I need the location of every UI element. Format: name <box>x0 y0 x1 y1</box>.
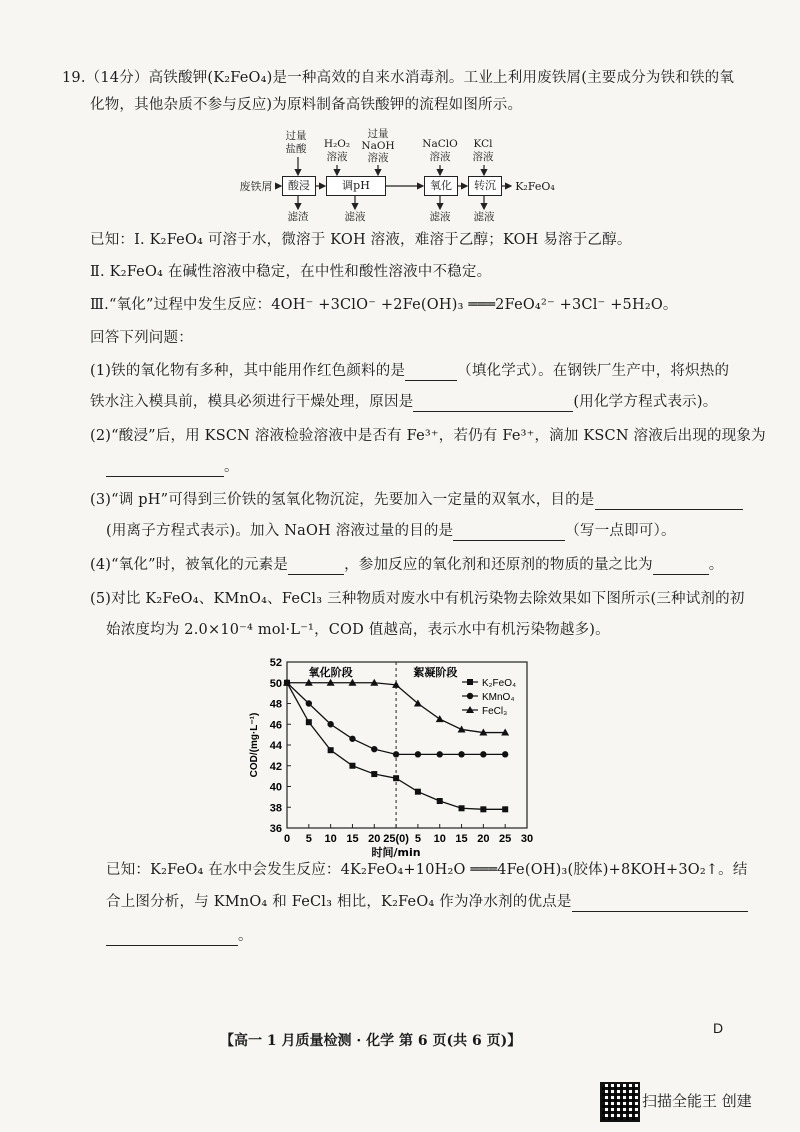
q5-line4 <box>106 892 748 912</box>
q1-text-a: (1)铁的氧化物有多种，其中能用作红色颜料的是 <box>90 363 406 379</box>
y-tick-label: 46 <box>269 719 282 732</box>
y-tick-label: 38 <box>269 802 282 815</box>
legend-label: KMnO₄ <box>482 692 515 703</box>
phase-label-flocculation: 絮凝阶段 <box>413 666 458 679</box>
data-point-square <box>371 771 377 777</box>
data-point-square <box>393 775 399 781</box>
q1-text-c: 铁水注入模具前，模具必须进行干燥处理，原因是 <box>90 394 414 410</box>
x-tick-label: 10 <box>433 833 446 845</box>
question-header-line1: 19.（14分）高铁酸钾(K₂FeO₄)是一种高效的自来水消毒剂。工业上利用废铁屑(主要成分为铁和铁的氧 <box>62 70 735 86</box>
data-point-circle <box>327 721 333 727</box>
x-axis-title: 时间/min <box>371 846 421 859</box>
legend-marker <box>466 706 474 713</box>
q4-text-c: 。 <box>708 557 724 573</box>
data-point-square <box>349 763 355 769</box>
question-header-line2: 化物，其他杂质不参与反应)为原料制备高铁酸钾的流程如图所示。 <box>90 97 523 113</box>
q1-blank-equation[interactable] <box>413 396 573 412</box>
y-axis-title: COD/(mg·L⁻¹) <box>249 712 260 778</box>
q4-text-a: (4)“氧化”时，被氧化的元素是 <box>90 557 289 573</box>
y-tick-label: 36 <box>269 823 282 835</box>
flow-input-acid-2: 盐酸 <box>285 143 307 155</box>
q1-text-b: （填化学式）。在钢铁厂生产中，将炽热的 <box>457 363 730 379</box>
q3-text-c: （写一点即可）。 <box>565 523 676 539</box>
data-point-circle <box>437 751 443 757</box>
data-point-circle <box>371 746 377 752</box>
data-point-square <box>502 806 508 812</box>
flow-product: K₂FeO₄ <box>515 180 555 193</box>
data-point-triangle <box>501 729 509 736</box>
data-point-square <box>284 680 290 686</box>
data-point-triangle <box>305 679 313 686</box>
data-point-circle <box>458 751 464 757</box>
data-point-triangle <box>414 700 422 707</box>
data-point-square <box>306 719 312 725</box>
q1-blank-pigment[interactable] <box>405 365 457 381</box>
x-tick-label: 15 <box>455 833 468 845</box>
x-tick-label: 20 <box>477 833 490 845</box>
q5-line1: (5)对比 K₂FeO₄、KMnO₄、FeCl₃ 三种物质对废水中有机污染物去除效果如下图所示(三种试剂的初 <box>90 591 745 607</box>
flow-step-acid-leach: 酸浸 <box>282 176 316 196</box>
data-point-triangle <box>370 679 378 686</box>
q1-line1 <box>90 361 729 381</box>
q4-blank-element[interactable] <box>288 559 344 575</box>
series-line-circle <box>287 683 508 755</box>
flow-output-2: 滤液 <box>344 211 366 223</box>
flow-input-h2o2-2: 溶液 <box>326 151 348 163</box>
x-tick-label: 20 <box>368 833 381 845</box>
x-tick-label: 30 <box>520 833 534 845</box>
q4-text-b: ，参加反应的氧化剂和还原剂的物质的量之比为 <box>344 557 653 573</box>
legend-marker <box>467 679 473 685</box>
scanner-watermark: 扫描全能王 创建 <box>642 1092 752 1110</box>
q3-blank-purpose[interactable] <box>595 494 743 510</box>
q2-line1: (2)“酸浸”后，用 KSCN 溶液检验溶液中是否有 Fe³⁺，若仍有 Fe³⁺，滴加 KSCN 溶液后出现的现象为 <box>90 428 766 444</box>
q1-text-d: (用化学方程式表示)。 <box>573 394 718 410</box>
flow-output-1: 滤渣 <box>287 211 309 223</box>
data-point-circle <box>349 736 355 742</box>
q5-line3: 已知：K₂FeO₄ 在水中会发生反应：4K₂FeO₄+10H₂O ═══4Fe(OH)₃(胶体)+8KOH+3O₂↑。结 <box>106 862 748 878</box>
x-tick-label: 10 <box>324 833 337 845</box>
flow-input-h2o2-1: H₂O₂ <box>323 138 351 150</box>
answer-prompt: 回答下列问题： <box>90 330 193 346</box>
q3-line1 <box>90 490 743 510</box>
flow-input-acid-1: 过量 <box>285 130 307 142</box>
data-point-triangle <box>436 715 444 722</box>
data-point-circle <box>284 680 290 686</box>
q2-text-b: 。 <box>224 459 239 475</box>
q5-line2: 始浓度均为 2.0×10⁻⁴ mol·L⁻¹，COD 值越高，表示水中有机污染物越多)。 <box>106 622 610 638</box>
data-point-square <box>480 806 486 812</box>
data-point-circle <box>480 751 486 757</box>
known-1: 已知：Ⅰ. K₂FeO₄ 可溶于水，微溶于 KOH 溶液，难溶于乙醇；KOH 易溶于乙醇。 <box>90 232 632 248</box>
data-point-triangle <box>479 729 487 736</box>
data-point-square <box>459 805 465 811</box>
legend-label: K₂FeO₄ <box>482 678 517 689</box>
flow-arrows <box>0 0 800 240</box>
data-point-square <box>437 798 443 804</box>
q3-blank-naoh[interactable] <box>453 525 565 541</box>
known-3: Ⅲ.“氧化”过程中发生反应：4OH⁻ +3ClO⁻ +2Fe(OH)₃ ═══2FeO₄²⁻ +3Cl⁻ +5H₂O。 <box>90 297 678 313</box>
series-line-square <box>287 683 508 810</box>
flow-input-kcl-2: 溶液 <box>472 151 494 163</box>
q2-line2 <box>106 457 239 477</box>
page-footer: 【高一 1 月质量检测 · 化学 第 6 页(共 6 页)】 <box>220 1033 522 1049</box>
q2-blank-phenomenon[interactable] <box>106 461 224 477</box>
x-tick-label: 25(0) <box>383 833 409 845</box>
data-point-triangle <box>348 679 356 686</box>
q3-text-a: (3)“调 pH”可得到三价铁的氢氧化物沉淀，先要加入一定量的双氧水，目的是 <box>90 492 595 508</box>
q4-blank-ratio[interactable] <box>653 559 709 575</box>
x-tick-label: 5 <box>305 833 312 845</box>
x-tick-label: 5 <box>414 833 421 845</box>
flow-input-kcl-1: KCl <box>473 138 493 150</box>
data-point-triangle <box>392 681 400 688</box>
q3-line2 <box>106 521 676 541</box>
q5-text-d: 合上图分析，与 KMnO₄ 和 FeCl₃ 相比，K₂FeO₄ 作为净水剂的优点是 <box>106 894 572 910</box>
data-point-triangle <box>283 679 291 686</box>
x-tick-label: 0 <box>283 833 291 845</box>
y-tick-label: 52 <box>269 657 282 669</box>
flow-step-oxidize: 氧化 <box>424 176 458 196</box>
data-point-triangle <box>327 679 335 686</box>
y-tick-label: 50 <box>269 677 282 690</box>
flow-step-adjust-ph: 调pH <box>326 176 386 196</box>
paper-code: D <box>713 1020 724 1036</box>
data-point-circle <box>306 700 312 706</box>
data-point-triangle <box>458 725 466 732</box>
data-point-circle <box>502 751 508 757</box>
flow-step-precipitate: 转沉 <box>468 176 502 196</box>
legend-marker <box>467 693 473 699</box>
phase-label-oxidation: 氧化阶段 <box>308 666 353 679</box>
qr-code-icon <box>600 1082 640 1122</box>
x-tick-label: 15 <box>346 833 359 845</box>
flow-input-naclo-1: NaClO <box>422 138 458 150</box>
known-2: Ⅱ. K₂FeO₄ 在碱性溶液中稳定，在中性和酸性溶液中不稳定。 <box>90 264 492 280</box>
y-tick-label: 40 <box>269 781 282 794</box>
legend-label: FeCl₃ <box>482 706 508 717</box>
flow-input-naoh-3: 溶液 <box>367 152 389 164</box>
flow-output-4: 滤液 <box>473 211 495 223</box>
q4-line <box>90 555 723 575</box>
data-point-circle <box>415 751 421 757</box>
x-tick-label: 25 <box>499 833 512 845</box>
data-point-circle <box>393 751 399 757</box>
y-tick-label: 48 <box>269 698 282 711</box>
q5-text-e: 。 <box>238 928 253 944</box>
data-point-square <box>415 789 421 795</box>
q1-line2 <box>90 392 717 412</box>
q5-blank-advantage-cont[interactable] <box>106 930 238 946</box>
q5-blank-advantage[interactable] <box>572 896 748 912</box>
flow-input-naclo-2: 溶液 <box>429 151 451 163</box>
q5-line5 <box>106 926 253 946</box>
series-line-triangle <box>287 683 508 733</box>
flow-output-3: 滤液 <box>429 211 451 223</box>
q3-text-b: (用离子方程式表示)。加入 NaOH 溶液过量的目的是 <box>106 523 454 539</box>
data-point-square <box>328 747 334 753</box>
flow-start: 废铁屑 <box>239 180 273 193</box>
flow-input-naoh-2: NaOH <box>361 140 395 152</box>
y-tick-label: 42 <box>269 760 282 773</box>
flow-input-naoh-1: 过量 <box>367 128 389 140</box>
y-tick-label: 44 <box>269 740 282 752</box>
chart-frame <box>287 662 527 828</box>
